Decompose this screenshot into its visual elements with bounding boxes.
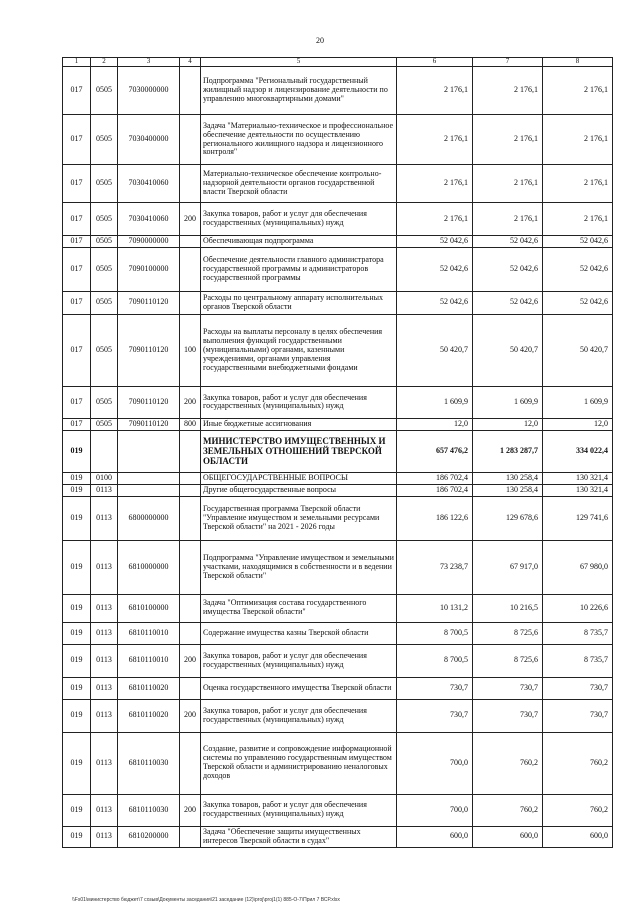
expense-type-cell [180, 622, 201, 644]
amount-year3-cell: 12,0 [543, 418, 613, 430]
target-article-cell: 6810110020 [118, 677, 180, 699]
amount-year3-cell: 8 735,7 [543, 622, 613, 644]
section-code-cell: 0505 [91, 236, 118, 248]
table-row [63, 826, 613, 847]
code-grbs-cell: 017 [63, 165, 91, 203]
amount-year1-cell: 2 176,1 [397, 203, 473, 236]
amount-year3-cell: 130 321,4 [543, 472, 613, 484]
amount-year2-cell: 2 176,1 [473, 165, 543, 203]
amount-year1-cell: 73 238,7 [397, 540, 473, 594]
amount-year3-cell: 2 176,1 [543, 67, 613, 115]
table-row [63, 594, 613, 622]
section-code-cell: 0505 [91, 247, 118, 291]
code-grbs-cell: 017 [63, 247, 91, 291]
amount-year1-cell: 186 702,4 [397, 472, 473, 484]
amount-year2-cell: 1 283 287,7 [473, 430, 543, 472]
amount-year1-cell: 52 042,6 [397, 291, 473, 314]
target-article-cell: 6810000000 [118, 540, 180, 594]
table-row [63, 540, 613, 594]
description-cell: Закупка товаров, работ и услуг для обеспечения государственных (муниципальных) нужд [201, 699, 397, 732]
amount-year1-cell: 52 042,6 [397, 236, 473, 248]
amount-year1-cell: 2 176,1 [397, 165, 473, 203]
table-row [63, 732, 613, 794]
column-number: 6 [397, 58, 473, 67]
amount-year1-cell: 8 700,5 [397, 644, 473, 677]
description-cell: Содержание имущества казны Тверской области [201, 622, 397, 644]
target-article-cell: 6810110030 [118, 732, 180, 794]
column-number: 7 [473, 58, 543, 67]
code-grbs-cell: 019 [63, 826, 91, 847]
target-article-cell: 7090100000 [118, 247, 180, 291]
section-code-cell: 0113 [91, 826, 118, 847]
expense-type-cell [180, 732, 201, 794]
amount-year2-cell: 1 609,9 [473, 386, 543, 418]
description-cell: Закупка товаров, работ и услуг для обеспечения государственных (муниципальных) нужд [201, 203, 397, 236]
amount-year2-cell: 8 725,6 [473, 644, 543, 677]
amount-year3-cell: 600,0 [543, 826, 613, 847]
section-code-cell: 0113 [91, 594, 118, 622]
section-code-cell: 0505 [91, 291, 118, 314]
description-cell: Задача "Обеспечение защиты имущественных интересов Тверской области в судах" [201, 826, 397, 847]
code-grbs-cell: 019 [63, 496, 91, 540]
description-cell: МИНИСТЕРСТВО ИМУЩЕСТВЕННЫХ И ЗЕМЕЛЬНЫХ ОТНОШЕНИЙ ТВЕРСКОЙ ОБЛАСТИ [201, 430, 397, 472]
target-article-cell: 6810110020 [118, 699, 180, 732]
code-grbs-cell: 019 [63, 622, 91, 644]
target-article-cell: 7090110120 [118, 291, 180, 314]
target-article-cell: 6810110030 [118, 794, 180, 826]
section-code-cell: 0100 [91, 472, 118, 484]
section-code-cell: 0113 [91, 644, 118, 677]
amount-year3-cell: 52 042,6 [543, 291, 613, 314]
description-cell: Материально-техническое обеспечение контрольно-надзорной деятельности органов государственной власти Тверской области [201, 165, 397, 203]
expense-type-cell: 100 [180, 314, 201, 386]
amount-year1-cell: 730,7 [397, 677, 473, 699]
table-row [63, 644, 613, 677]
table-row [63, 622, 613, 644]
section-code-cell: 0505 [91, 203, 118, 236]
target-article-cell: 6800000000 [118, 496, 180, 540]
table-row [63, 699, 613, 732]
section-code-cell: 0505 [91, 67, 118, 115]
code-grbs-cell: 017 [63, 67, 91, 115]
section-code-cell: 0505 [91, 314, 118, 386]
expense-type-cell [180, 677, 201, 699]
description-cell: Другие общегосударственные вопросы [201, 484, 397, 496]
section-code-cell: 0505 [91, 115, 118, 165]
target-article-cell: 7090110120 [118, 386, 180, 418]
table-row [63, 496, 613, 540]
target-article-cell [118, 484, 180, 496]
target-article-cell: 6810110010 [118, 622, 180, 644]
amount-year3-cell: 67 980,0 [543, 540, 613, 594]
amount-year2-cell: 12,0 [473, 418, 543, 430]
amount-year2-cell: 760,2 [473, 794, 543, 826]
code-grbs-cell: 019 [63, 699, 91, 732]
expense-type-cell: 200 [180, 386, 201, 418]
description-cell: Подпрограмма "Управление имуществом и земельными участками, находящимися в собственности и в ведении Тверской области" [201, 540, 397, 594]
description-cell: Расходы по центральному аппарату исполнительных органов Тверской области [201, 291, 397, 314]
expense-type-cell: 200 [180, 203, 201, 236]
description-cell: Оценка государственного имущества Тверской области [201, 677, 397, 699]
target-article-cell: 7030410060 [118, 203, 180, 236]
code-grbs-cell: 017 [63, 236, 91, 248]
budget-table [62, 57, 613, 848]
amount-year2-cell: 10 216,5 [473, 594, 543, 622]
description-cell: Расходы на выплаты персоналу в целях обеспечения выполнения функций государственными (муниципальными) органами, казенными учреждениями, органами управления государственными внебюджетными фондами [201, 314, 397, 386]
section-code-cell: 0113 [91, 540, 118, 594]
amount-year1-cell: 12,0 [397, 418, 473, 430]
amount-year3-cell: 2 176,1 [543, 203, 613, 236]
target-article-cell: 6810110010 [118, 644, 180, 677]
code-grbs-cell: 019 [63, 540, 91, 594]
amount-year2-cell: 730,7 [473, 677, 543, 699]
target-article-cell: 7030000000 [118, 67, 180, 115]
code-grbs-cell: 019 [63, 644, 91, 677]
table-row [63, 314, 613, 386]
expense-type-cell: 200 [180, 644, 201, 677]
amount-year3-cell: 2 176,1 [543, 165, 613, 203]
amount-year2-cell: 8 725,6 [473, 622, 543, 644]
table-row [63, 291, 613, 314]
description-cell: Задача "Оптимизация состава государственного имущества Тверской области" [201, 594, 397, 622]
code-grbs-cell: 019 [63, 484, 91, 496]
amount-year2-cell: 2 176,1 [473, 67, 543, 115]
amount-year1-cell: 50 420,7 [397, 314, 473, 386]
description-cell: Иные бюджетные ассигнования [201, 418, 397, 430]
amount-year3-cell: 760,2 [543, 794, 613, 826]
amount-year3-cell: 1 609,9 [543, 386, 613, 418]
description-cell: Закупка товаров, работ и услуг для обеспечения государственных (муниципальных) нужд [201, 386, 397, 418]
amount-year1-cell: 657 476,2 [397, 430, 473, 472]
amount-year1-cell: 2 176,1 [397, 67, 473, 115]
expense-type-cell [180, 115, 201, 165]
column-number-header [63, 58, 613, 67]
description-cell: Закупка товаров, работ и услуг для обеспечения государственных (муниципальных) нужд [201, 794, 397, 826]
amount-year1-cell: 8 700,5 [397, 622, 473, 644]
section-code-cell [91, 430, 118, 472]
table-row [63, 236, 613, 248]
code-grbs-cell: 019 [63, 472, 91, 484]
amount-year1-cell: 186 122,6 [397, 496, 473, 540]
expense-type-cell: 200 [180, 699, 201, 732]
table-row [63, 484, 613, 496]
expense-type-cell [180, 496, 201, 540]
amount-year3-cell: 730,7 [543, 677, 613, 699]
amount-year3-cell: 52 042,6 [543, 236, 613, 248]
expense-type-cell: 800 [180, 418, 201, 430]
amount-year3-cell: 50 420,7 [543, 314, 613, 386]
target-article-cell: 7090110120 [118, 418, 180, 430]
code-grbs-cell: 017 [63, 115, 91, 165]
amount-year2-cell: 67 917,0 [473, 540, 543, 594]
column-number: 8 [543, 58, 613, 67]
target-article-cell: 7030400000 [118, 115, 180, 165]
expense-type-cell [180, 67, 201, 115]
description-cell: Государственная программа Тверской области "Управление имуществом и земельными ресурсами Тверской области" на 2021 - 2026 годы [201, 496, 397, 540]
expense-type-cell: 200 [180, 794, 201, 826]
amount-year1-cell: 700,0 [397, 732, 473, 794]
table-row [63, 247, 613, 291]
code-grbs-cell: 017 [63, 291, 91, 314]
code-grbs-cell: 017 [63, 418, 91, 430]
amount-year1-cell: 10 131,2 [397, 594, 473, 622]
expense-type-cell [180, 594, 201, 622]
amount-year3-cell: 10 226,6 [543, 594, 613, 622]
description-cell: Обеспечение деятельности главного администратора государственной программы и администраторов государственной программы [201, 247, 397, 291]
target-article-cell: 7090000000 [118, 236, 180, 248]
amount-year2-cell: 52 042,6 [473, 236, 543, 248]
amount-year2-cell: 50 420,7 [473, 314, 543, 386]
expense-type-cell [180, 247, 201, 291]
amount-year1-cell: 2 176,1 [397, 115, 473, 165]
code-grbs-cell: 019 [63, 594, 91, 622]
code-grbs-cell: 017 [63, 314, 91, 386]
target-article-cell: 7030410060 [118, 165, 180, 203]
code-grbs-cell: 019 [63, 794, 91, 826]
description-cell: Обеспечивающая подпрограмма [201, 236, 397, 248]
amount-year3-cell: 730,7 [543, 699, 613, 732]
amount-year2-cell: 760,2 [473, 732, 543, 794]
description-cell: Подпрограмма "Региональный государственный жилищный надзор и лицензирование деятельности по управлению многоквартирными домами" [201, 67, 397, 115]
table-row [63, 115, 613, 165]
table-row [63, 677, 613, 699]
section-code-cell: 0505 [91, 386, 118, 418]
page-number: 20 [316, 36, 324, 45]
amount-year2-cell: 2 176,1 [473, 203, 543, 236]
section-code-cell: 0505 [91, 418, 118, 430]
expense-type-cell [180, 540, 201, 594]
code-grbs-cell: 019 [63, 677, 91, 699]
table-row [63, 418, 613, 430]
amount-year2-cell: 129 678,6 [473, 496, 543, 540]
table-row [63, 472, 613, 484]
description-cell: ОБЩЕГОСУДАРСТВЕННЫЕ ВОПРОСЫ [201, 472, 397, 484]
section-code-cell: 0113 [91, 699, 118, 732]
section-code-cell: 0113 [91, 794, 118, 826]
table-row [63, 203, 613, 236]
expense-type-cell [180, 472, 201, 484]
column-number: 1 [63, 58, 91, 67]
code-grbs-cell: 019 [63, 732, 91, 794]
amount-year3-cell: 52 042,6 [543, 247, 613, 291]
expense-type-cell [180, 826, 201, 847]
amount-year3-cell: 8 735,7 [543, 644, 613, 677]
table-row [63, 165, 613, 203]
target-article-cell [118, 472, 180, 484]
amount-year2-cell: 600,0 [473, 826, 543, 847]
section-code-cell: 0113 [91, 622, 118, 644]
description-cell: Задача "Материально-техническое и профессиональное обеспечение деятельности по осуществлению регионального жилищного надзора и лицензионного контроля" [201, 115, 397, 165]
target-article-cell: 6810200000 [118, 826, 180, 847]
expense-type-cell [180, 165, 201, 203]
amount-year2-cell: 2 176,1 [473, 115, 543, 165]
code-grbs-cell: 019 [63, 430, 91, 472]
column-number: 4 [180, 58, 201, 67]
table-row [63, 386, 613, 418]
section-code-cell: 0113 [91, 732, 118, 794]
expense-type-cell [180, 291, 201, 314]
target-article-cell: 6810100000 [118, 594, 180, 622]
column-number: 3 [118, 58, 180, 67]
expense-type-cell [180, 484, 201, 496]
amount-year2-cell: 52 042,6 [473, 247, 543, 291]
expense-type-cell [180, 236, 201, 248]
amount-year2-cell: 130 258,4 [473, 472, 543, 484]
amount-year1-cell: 1 609,9 [397, 386, 473, 418]
section-code-cell: 0113 [91, 484, 118, 496]
section-code-cell: 0505 [91, 165, 118, 203]
section-code-cell: 0113 [91, 496, 118, 540]
amount-year1-cell: 700,0 [397, 794, 473, 826]
amount-year2-cell: 730,7 [473, 699, 543, 732]
amount-year3-cell: 334 022,4 [543, 430, 613, 472]
amount-year2-cell: 130 258,4 [473, 484, 543, 496]
table-row [63, 430, 613, 472]
description-cell: Создание, развитие и сопровождение информационной системы по управлению государственным имуществом Тверской области и администрированию неналоговых доходов [201, 732, 397, 794]
amount-year1-cell: 52 042,6 [397, 247, 473, 291]
target-article-cell [118, 430, 180, 472]
amount-year1-cell: 730,7 [397, 699, 473, 732]
code-grbs-cell: 017 [63, 386, 91, 418]
section-code-cell: 0113 [91, 677, 118, 699]
expense-type-cell [180, 430, 201, 472]
amount-year3-cell: 2 176,1 [543, 115, 613, 165]
column-number: 5 [201, 58, 397, 67]
amount-year3-cell: 760,2 [543, 732, 613, 794]
amount-year3-cell: 130 321,4 [543, 484, 613, 496]
amount-year3-cell: 129 741,6 [543, 496, 613, 540]
amount-year2-cell: 52 042,6 [473, 291, 543, 314]
table-row [63, 794, 613, 826]
footer-file-path: \\Fs01\министерство бюджет\7 созыв\Документы заседания\21 заседание (12)\proj\proj1(1) 885-О-7\Прил 7 ВСР.xlsx [72, 897, 340, 903]
column-number: 2 [91, 58, 118, 67]
target-article-cell: 7090110120 [118, 314, 180, 386]
code-grbs-cell: 017 [63, 203, 91, 236]
amount-year1-cell: 186 702,4 [397, 484, 473, 496]
description-cell: Закупка товаров, работ и услуг для обеспечения государственных (муниципальных) нужд [201, 644, 397, 677]
amount-year1-cell: 600,0 [397, 826, 473, 847]
table-row [63, 67, 613, 115]
